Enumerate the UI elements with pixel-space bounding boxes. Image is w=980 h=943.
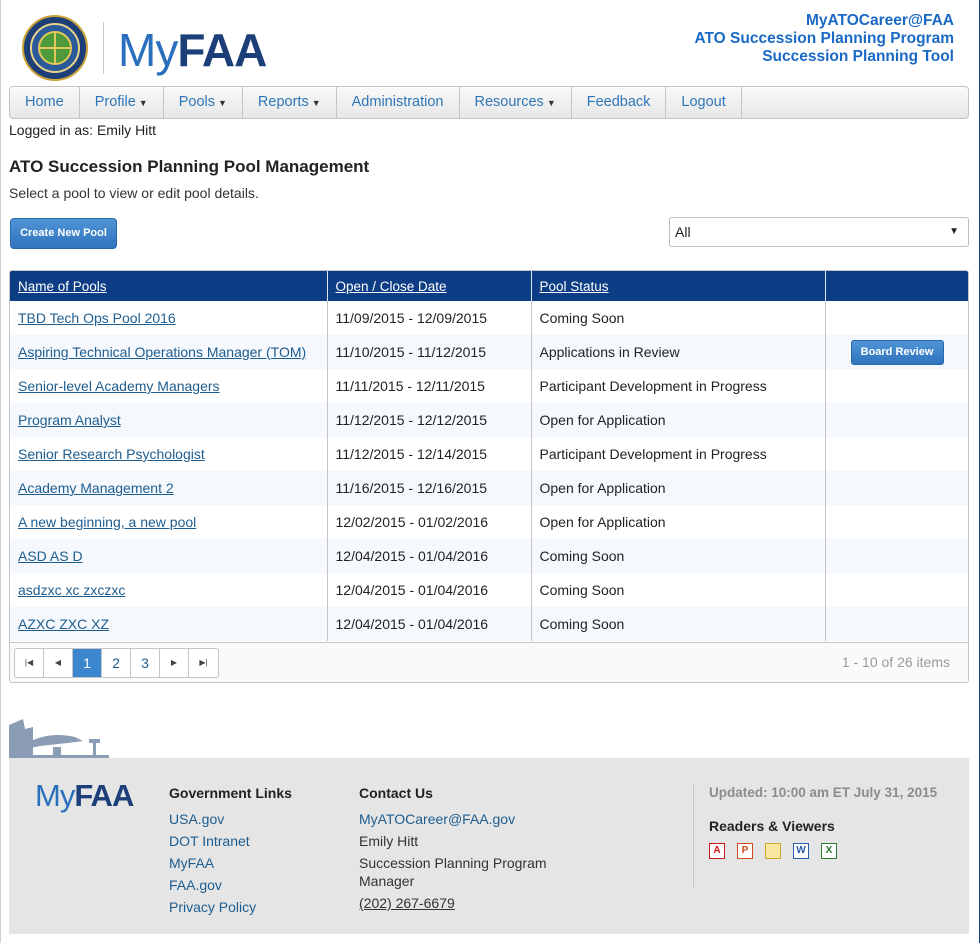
header-line-3: Succession Planning Tool: [762, 48, 954, 65]
first-page-icon[interactable]: |◀: [15, 649, 44, 677]
readers-title: Readers & Viewers: [709, 818, 835, 834]
nav-feedback[interactable]: [572, 87, 667, 118]
caret-down-icon: ▼: [138, 98, 148, 108]
footer-link-usa-gov[interactable]: USA.gov: [169, 811, 225, 827]
cell-dates: 12/04/2015 - 01/04/2016: [327, 573, 531, 607]
cell-status: Coming Soon: [531, 539, 825, 573]
pool-link[interactable]: AZXC ZXC XZ: [18, 616, 110, 632]
cell-action: [825, 335, 968, 369]
cell-status: Participant Development in Progress: [531, 437, 825, 471]
brand-light-text: My: [118, 24, 178, 76]
pools-grid: [9, 270, 969, 683]
col-pool-status[interactable]: [531, 271, 825, 301]
pool-link[interactable]: ASD AS D: [18, 548, 83, 564]
caret-down-icon: ▼: [311, 98, 321, 108]
pool-link[interactable]: A new beginning, a new pool: [18, 514, 197, 530]
cell-dates: 11/12/2015 - 12/12/2015: [327, 403, 531, 437]
powerpoint-icon[interactable]: P: [737, 843, 753, 859]
cell-dates: 12/04/2015 - 01/04/2016: [327, 607, 531, 641]
header-divider: [103, 22, 104, 74]
pager-info: 1 - 10 of 26 items: [841, 654, 950, 670]
board-review-button[interactable]: Board Review: [851, 340, 944, 365]
cell-name: [10, 301, 327, 335]
nav-logout[interactable]: [666, 87, 741, 118]
cell-action: [825, 505, 968, 539]
nav-pools[interactable]: [164, 87, 243, 118]
cell-action: [825, 573, 968, 607]
pools-table: [10, 271, 968, 641]
excel-icon[interactable]: X: [821, 843, 837, 859]
last-page-icon[interactable]: ▶|: [199, 658, 208, 667]
cell-status: Coming Soon: [531, 607, 825, 641]
contact-name: Emily Hitt: [359, 833, 419, 849]
cell-name: [10, 335, 327, 369]
cell-name: [10, 505, 327, 539]
pool-link[interactable]: Senior-level Academy Managers: [18, 378, 220, 394]
reader-icons: [709, 843, 837, 859]
footer-link-dot-intranet[interactable]: DOT Intranet: [169, 833, 250, 849]
table-row: [10, 505, 968, 539]
nav-profile[interactable]: [80, 87, 164, 118]
col-open-close-date[interactable]: [327, 271, 531, 301]
page-button-1[interactable]: 1: [73, 649, 102, 677]
cell-dates: 11/10/2015 - 11/12/2015: [327, 335, 531, 369]
cell-name: [10, 539, 327, 573]
main-nav: [9, 86, 969, 119]
create-new-pool-button[interactable]: Create New Pool: [10, 218, 117, 249]
gov-links-title: Government Links: [169, 785, 292, 801]
pool-link[interactable]: Senior Research Psychologist: [18, 446, 205, 462]
nav-label: Profile: [94, 94, 136, 110]
cell-name: [10, 437, 327, 471]
folder-icon[interactable]: [765, 843, 781, 859]
cell-dates: 11/09/2015 - 12/09/2015: [327, 301, 531, 335]
cell-dates: 11/12/2015 - 12/14/2015: [327, 437, 531, 471]
grid-pager: [10, 642, 968, 682]
footer-link-privacy-policy[interactable]: Privacy Policy: [169, 899, 257, 915]
footer-divider: [693, 784, 694, 888]
next-page-icon[interactable]: ▶: [160, 649, 189, 677]
table-row: [10, 539, 968, 573]
cell-name: [10, 369, 327, 403]
cell-dates: 11/16/2015 - 12/16/2015: [327, 471, 531, 505]
nav-label: Administration: [351, 94, 444, 110]
cell-status: Applications in Review: [531, 335, 825, 369]
contact-phone[interactable]: (202) 267-6679: [359, 895, 455, 911]
cell-action: [825, 369, 968, 403]
cell-status: Coming Soon: [531, 301, 825, 335]
nav-label: Reports: [257, 94, 309, 110]
nav-label: Feedback: [586, 94, 651, 110]
cell-action: [825, 539, 968, 573]
footer-link-faa-gov[interactable]: FAA.gov: [169, 877, 222, 893]
table-header-row: [10, 271, 968, 301]
header-line-1: MyATOCareer@FAA: [805, 12, 954, 29]
table-row: [10, 369, 968, 403]
word-icon[interactable]: W: [793, 843, 809, 859]
chevron-down-icon: ▼: [949, 226, 959, 237]
header-line-2: ATO Succession Planning Program: [694, 30, 954, 47]
header-program-titles: [694, 12, 954, 66]
page-title: ATO Succession Planning Pool Management: [9, 157, 370, 176]
brand-light-text: My: [35, 778, 75, 813]
col-name-of-pools[interactable]: [10, 271, 327, 301]
pool-filter-select[interactable]: [669, 217, 969, 247]
cell-name: [10, 471, 327, 505]
prev-page-icon[interactable]: ◀: [44, 649, 73, 677]
pool-link[interactable]: Program Analyst: [18, 412, 121, 428]
page-subtitle: Select a pool to view or edit pool details.: [9, 185, 259, 201]
nav-label: Resources: [474, 94, 544, 110]
site-header: [0, 0, 980, 86]
contact-role-line-2: Manager: [359, 873, 415, 889]
table-row: [10, 573, 968, 607]
brand-bold-text: FAA: [177, 24, 267, 76]
site-footer: [9, 758, 969, 934]
cell-name: [10, 573, 327, 607]
page-button-3[interactable]: 3: [131, 649, 160, 677]
nav-home[interactable]: [10, 87, 80, 118]
faa-seal-icon: [22, 15, 88, 81]
cell-action: [825, 301, 968, 335]
footer-myfaa-logo[interactable]: [35, 778, 133, 814]
contact-email-link[interactable]: MyATOCareer@FAA.gov: [359, 811, 516, 827]
cell-status: Coming Soon: [531, 573, 825, 607]
nav-label: Pools: [178, 94, 215, 110]
cell-dates: 12/04/2015 - 01/04/2016: [327, 539, 531, 573]
contact-title: Contact Us: [359, 785, 433, 801]
cell-status: Open for Application: [531, 403, 825, 437]
nav-label: Home: [25, 94, 64, 110]
cell-action: [825, 471, 968, 505]
pool-link[interactable]: TBD Tech Ops Pool 2016: [18, 310, 176, 326]
cell-status: Participant Development in Progress: [531, 369, 825, 403]
cell-name: [10, 607, 327, 641]
airport-skyline-icon: [9, 713, 109, 758]
cell-action: [825, 607, 968, 641]
table-row: [10, 437, 968, 471]
filter-selected-value: All: [675, 224, 691, 240]
pager-controls: [14, 648, 219, 678]
pool-link[interactable]: Aspiring Technical Operations Manager (TOM): [18, 344, 307, 360]
cell-dates: 11/11/2015 - 12/11/2015: [327, 369, 531, 403]
col-label: Open / Close Date: [335, 278, 447, 294]
col-label: Pool Status: [539, 278, 609, 294]
nav-label: Logout: [681, 94, 726, 110]
table-row: [10, 301, 968, 335]
pdf-icon[interactable]: A: [709, 843, 725, 859]
nav-resources[interactable]: [460, 87, 572, 118]
cell-name: [10, 403, 327, 437]
table-row: [10, 607, 968, 641]
cell-status: Open for Application: [531, 471, 825, 505]
brand-bold-text: FAA: [74, 778, 134, 813]
logged-in-text: Logged in as: Emily Hitt: [9, 122, 157, 138]
pool-link[interactable]: asdzxc xc zxczxc: [18, 582, 126, 598]
table-row: [10, 471, 968, 505]
myfaa-logo[interactable]: [118, 24, 266, 76]
caret-down-icon: ▼: [546, 98, 556, 108]
footer-link-myfaa[interactable]: MyFAA: [169, 855, 215, 871]
col-actions: [825, 271, 968, 301]
table-row: [10, 403, 968, 437]
pool-link[interactable]: Academy Management 2: [18, 480, 174, 496]
cell-dates: 12/02/2015 - 01/02/2016: [327, 505, 531, 539]
caret-down-icon: ▼: [218, 98, 227, 108]
col-label: Name of Pools: [18, 278, 107, 294]
updated-text: Updated: 10:00 am ET July 31, 2015: [709, 785, 938, 800]
cell-status: Open for Application: [531, 505, 825, 539]
table-row: [10, 335, 968, 369]
contact-role-line-1: Succession Planning Program: [359, 855, 547, 871]
cell-action: [825, 437, 968, 471]
nav-administration[interactable]: [337, 87, 460, 118]
page-button-2[interactable]: 2: [102, 649, 131, 677]
nav-reports[interactable]: [243, 87, 337, 118]
cell-action: [825, 403, 968, 437]
